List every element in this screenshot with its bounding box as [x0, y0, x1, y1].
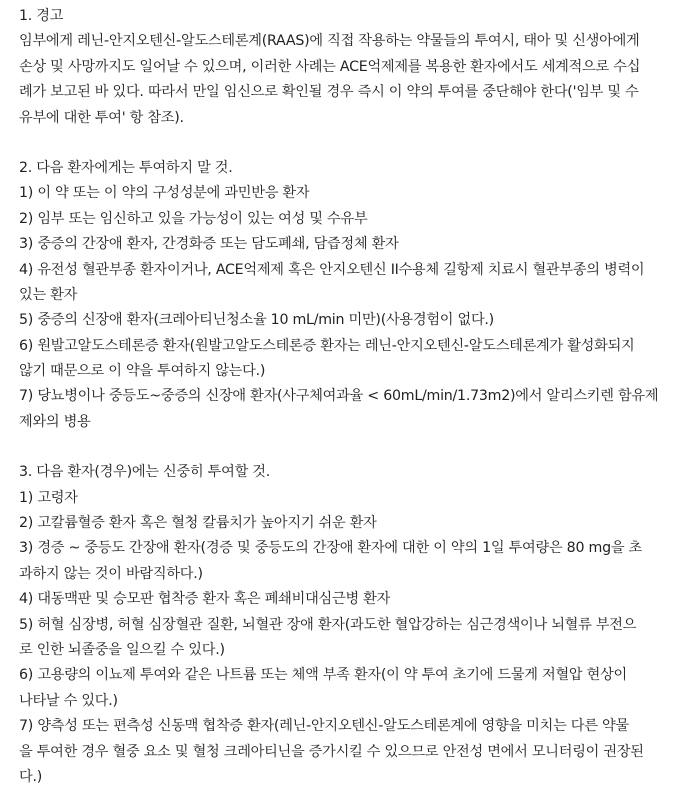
list-item: 5) 허혈 심장병, 허혈 심장혈관 질환, 뇌혈관 장애 환자(과도한 혈압강하는 심근경색이나 뇌혈류 부전으	[19, 616, 637, 633]
section-contraindications	[19, 156, 682, 435]
text-line: 임부에게 레닌-안지오텐신-알도스테론계(RAAS)에 직접 작용하는 약물들의 투여시, 태아 및 신생아에게	[19, 33, 640, 50]
list-item: 4) 대동맥판 및 승모판 협착증 환자 혹은 폐쇄비대심근병 환자	[19, 591, 391, 608]
list-item-continuation: 다.)	[19, 768, 43, 785]
section-warning	[19, 4, 682, 131]
list-item-continuation: 과하지 않는 것이 바람직하다.)	[19, 565, 203, 582]
section-heading: 3. 다음 환자(경우)에는 신중히 투여할 것.	[19, 464, 270, 481]
list-item-continuation: 있는 환자	[19, 286, 78, 303]
list-item: 1) 고령자	[19, 489, 78, 506]
document-body	[0, 4, 686, 790]
text-line: 례가 보고된 바 있다. 따라서 만일 임신으로 확인될 경우 즉시 이 약의 투여를 중단해야 한다('임부 및 수	[19, 84, 639, 101]
list-item-continuation: 않기 때문으로 이 약을 투여하지 않는다.)	[19, 363, 266, 380]
list-item: 2) 고칼륨혈증 환자 혹은 혈청 칼륨치가 높아지기 쉬운 환자	[19, 515, 377, 532]
section-heading: 2. 다음 환자에게는 투여하지 말 것.	[19, 159, 233, 176]
list-item: 6) 고용량의 이뇨제 투여와 같은 나트륨 또는 체액 부족 환자(이 약 투여 초기에 드물게 저혈압 현상이	[19, 667, 627, 684]
section-heading: 1. 경고	[19, 8, 64, 24]
list-item: 1) 이 약 또는 이 약의 구성성분에 과민반응 환자	[19, 185, 310, 202]
text-line: 손상 및 사망까지도 일어날 수 있으며, 이러한 사례는 ACE억제제를 복용한 환자에서도 세계적으로 수십	[19, 58, 641, 75]
list-item: 3) 중증의 간장애 환자, 간경화증 또는 담도폐쇄, 담즙정체 환자	[19, 236, 399, 253]
list-item: 6) 원발고알도스테론증 환자(원발고알도스테론증 환자는 레닌-안지오텐신-알도스테론계가 활성화되지	[19, 337, 635, 354]
list-item: 2) 임부 또는 임신하고 있을 가능성이 있는 여성 및 수유부	[19, 210, 368, 227]
list-item: 5) 중증의 신장애 환자(크레아티닌청소율 10 mL/min 미만)(사용경험이 없다.)	[19, 312, 494, 329]
list-item-continuation: 제와의 병용	[19, 413, 91, 430]
list-item-continuation: 나타날 수 있다.)	[19, 692, 118, 709]
section-spacer	[19, 131, 682, 156]
list-item: 7) 당뇨병이나 중등도~중증의 신장애 환자(사구체여과율 < 60mL/min/1.73m2)에서 알리스키렌 함유제	[19, 388, 659, 405]
list-item-continuation: 로 인한 뇌졸중을 일으킬 수 있다.)	[19, 641, 225, 658]
list-item: 7) 양측성 또는 편측성 신동맥 협착증 환자(레닌-안지오텐신-알도스테론계에 영향을 미치는 다른 약물	[19, 718, 629, 735]
section-precautions	[19, 460, 682, 790]
section-spacer	[19, 435, 682, 460]
list-item-continuation: 을 투여한 경우 혈중 요소 및 혈청 크레아티닌을 증가시킬 수 있으므로 안전성 면에서 모니터링이 권장된	[19, 743, 644, 760]
list-item: 4) 유전성 혈관부종 환자이거나, ACE억제제 혹은 안지오텐신 II수용체 길항제 치료시 혈관부종의 병력이	[19, 261, 645, 278]
text-line: 유부에 대한 투여' 항 참조).	[19, 109, 184, 126]
list-item: 3) 경증 ~ 중등도 간장애 환자(경증 및 중등도의 간장애 환자에 대한 이 약의 1일 투여량은 80 mg을 초	[19, 540, 642, 557]
